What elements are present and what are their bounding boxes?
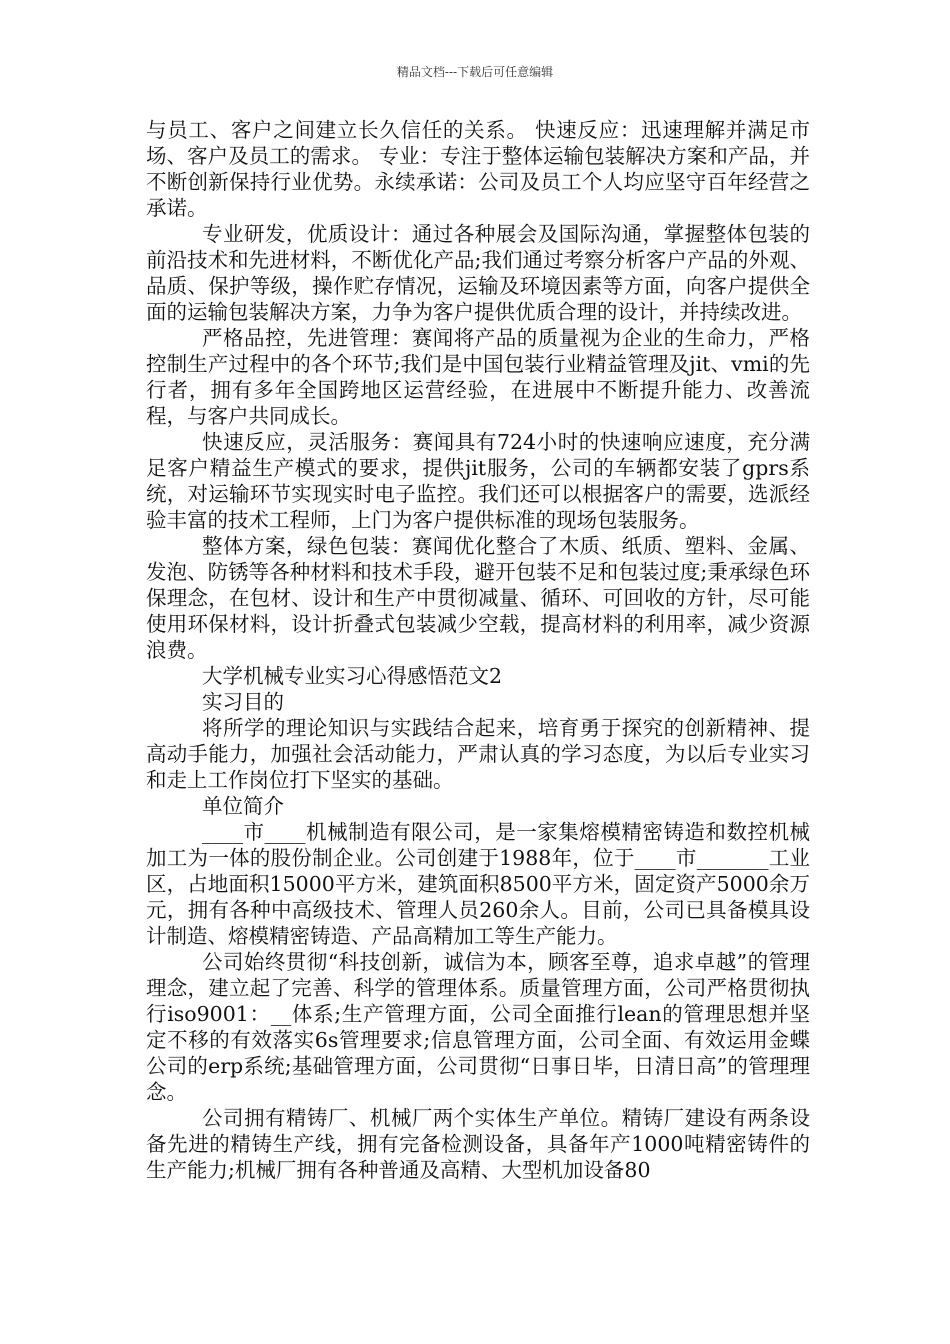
paragraph-5: 整体方案，绿色包装：赛闻优化整合了木质、纸质、塑料、金属、发泡、防锈等各种材料和技术手段，避开包装不足和包装过度;秉承绿色环保理念，在包材、设计和生产中贯彻减量、循环、可回收的方针，尽可能使用环保材料，设计折叠式包装减少空载，提高材料的利用率，减少资源浪费。 xyxy=(146,534,810,662)
paragraph-purpose: 将所学的理论知识与实践结合起来，培育勇于探究的创新精神、提高动手能力，加强社会活动能力，严肃认真的学习态度，为以后专业实习和走上工作岗位打下坚实的基础。 xyxy=(146,716,810,792)
document-body xyxy=(146,117,810,1183)
section-title: 大学机械专业实习心得感悟范文2 xyxy=(202,664,503,688)
paragraph-3: 严格品控，先进管理：赛闻将产品的质量视为企业的生命力，严格控制生产过程中的各个环节;我们是中国包装行业精益管理及jit、vmi的先行者，拥有多年全国跨地区运营经验，在进展中不断提升能力、改善流程，与客户共同成长。 xyxy=(146,326,810,428)
paragraph-4: 快速反应，灵活服务：赛闻具有724小时的快速响应速度，充分满足客户精益生产模式的要求，提供jit服务，公司的车辆都安装了gprs系统，对运输环节实现实时电子监控。我们还可以根据客户的需要，选派经验丰富的技术工程师，上门为客户提供标准的现场包装服务。 xyxy=(146,430,810,532)
subheading-company-intro: 单位简介 xyxy=(202,794,284,818)
page-header: 精品文档---下载后可任意编辑 xyxy=(396,65,554,79)
paragraph-company-3: 公司拥有精铸厂、机械厂两个实体生产单位。精铸厂建设有两条设备先进的精铸生产线，拥有完备检测设备，具备年产1000吨精密铸件的生产能力;机械厂拥有各种普通及高精、大型机加设备80 xyxy=(146,1106,810,1182)
paragraph-1: 与员工、客户之间建立长久信任的关系。 快速反应：迅速理解并满足市场、客户及员工的需求。 专业：专注于整体运输包装解决方案和产品，并不断创新保持行业优势。永续承诺：公司及员工个人均应坚守百年经营之承诺。 xyxy=(146,118,810,220)
paragraph-2: 专业研发，优质设计：通过各种展会及国际沟通，掌握整体包装的前沿技术和先进材料，不断优化产品;我们通过考察分析客户产品的外观、品质、保护等级，操作贮存情况，运输及环境因素等方面，向客户提供全面的运输包装解决方案，力争为客户提供优质合理的设计，并持续改进。 xyxy=(146,222,810,324)
subheading-internship-purpose: 实习目的 xyxy=(202,690,284,714)
paragraph-company-1: ____市____机械制造有限公司，是一家集熔模精密铸造和数控机械加工为一体的股份制企业。公司创建于1988年，位于____市_______工业区，占地面积15000平方米，建筑面积8500平方米，固定资产5000余万元，拥有各种中高级技术、管理人员260余人。目前，公司已具备模具设计制造、熔模精密铸造、产品高精加工等生产能力。 xyxy=(146,820,810,948)
paragraph-company-2: 公司始终贯彻“科技创新，诚信为本，顾客至尊，追求卓越”的管理理念，建立起了完善、科学的管理体系。质量管理方面，公司严格贯彻执行iso9001：__体系;生产管理方面，公司全面推行lean的管理思想并坚定不移的有效落实6s管理要求;信息管理方面，公司全面、有效运用金蝶公司的erp系统;基础管理方面，公司贯彻“日事日毕，日清日高”的管理理念。 xyxy=(146,950,810,1104)
